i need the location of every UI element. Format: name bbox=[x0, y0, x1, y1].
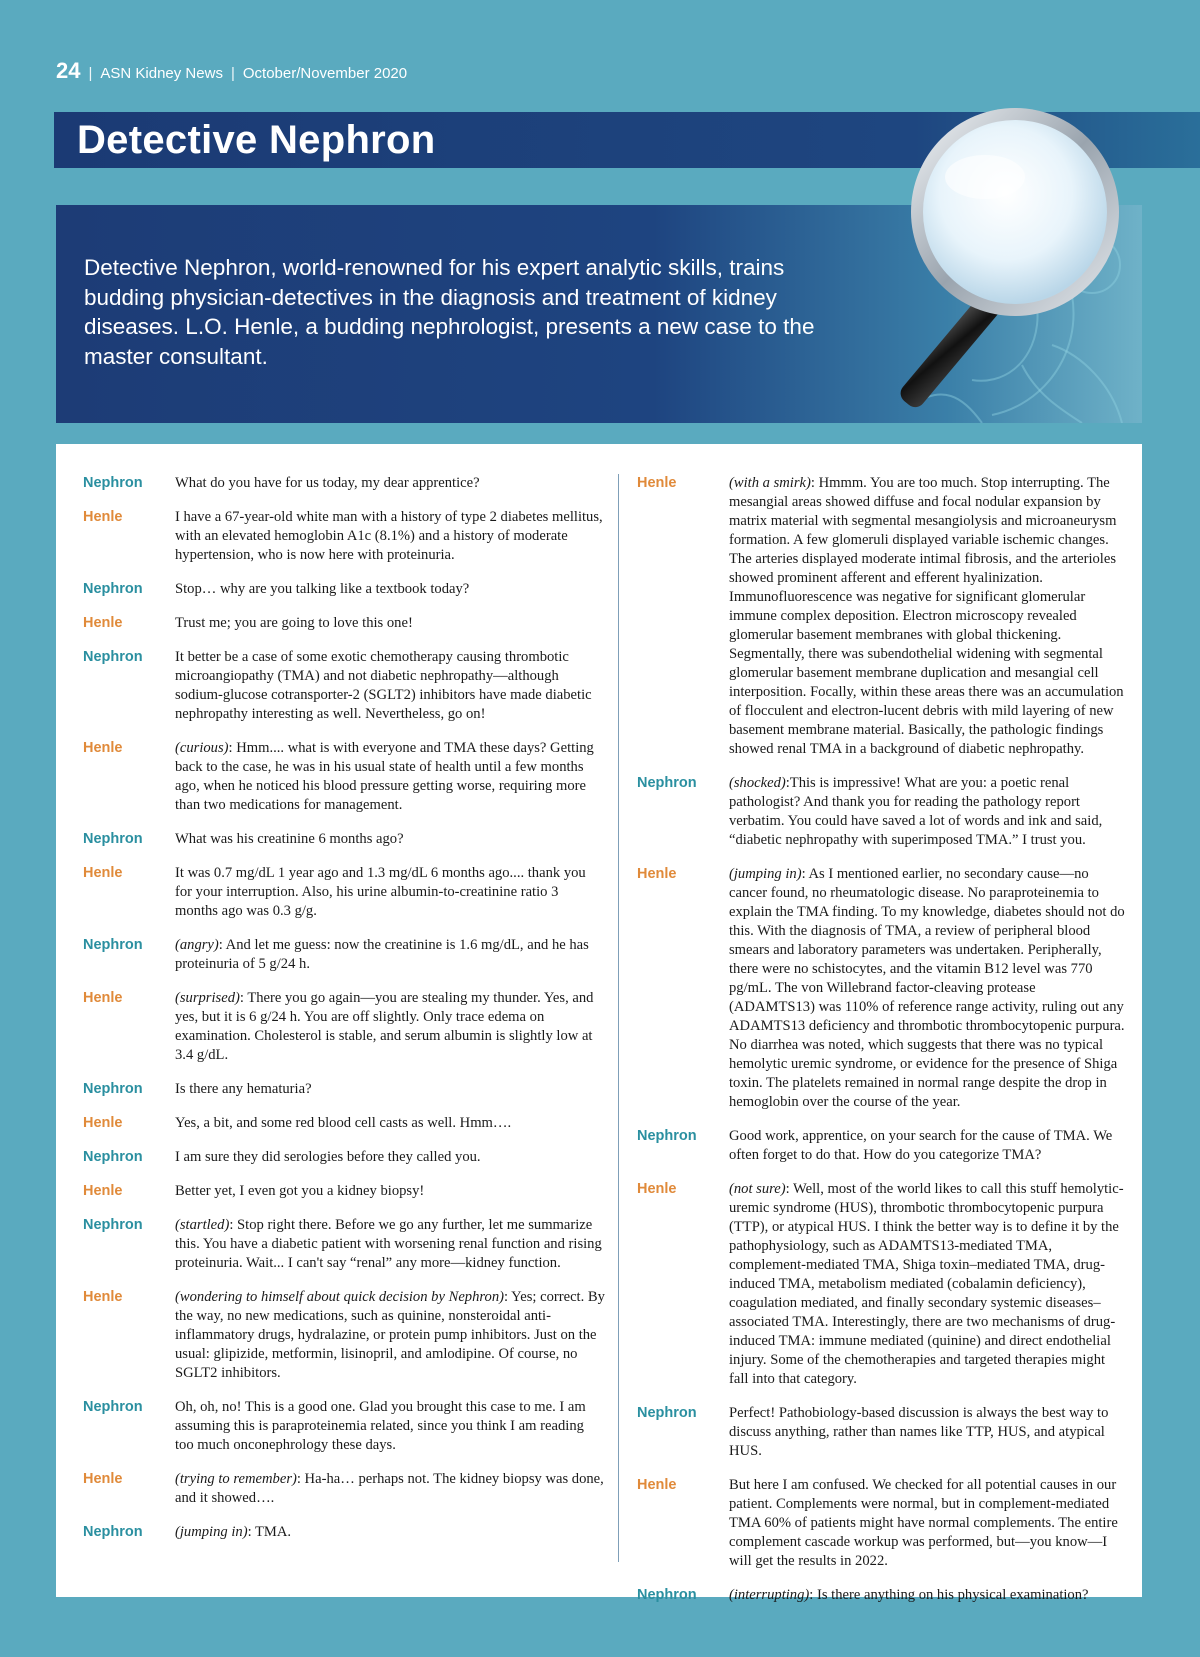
dialogue-text bbox=[175, 830, 605, 849]
dialogue-row bbox=[83, 1523, 605, 1542]
dialogue-body: What do you have for us today, my dear apprentice? bbox=[175, 475, 480, 491]
dialogue-row bbox=[83, 614, 605, 633]
dialogue-row bbox=[83, 739, 605, 815]
speaker-label: Henle bbox=[83, 615, 123, 631]
dialogue-row bbox=[83, 830, 605, 849]
dialogue-row bbox=[83, 474, 605, 493]
dialogue-row bbox=[619, 1586, 1125, 1605]
magnifying-glass-icon bbox=[835, 92, 1195, 452]
dialogue-text bbox=[175, 1523, 605, 1542]
dialogue-text bbox=[175, 614, 605, 633]
dialogue-body: Is there any hematuria? bbox=[175, 1081, 312, 1097]
speaker-label: Henle bbox=[83, 1115, 123, 1131]
stage-direction: (jumping in) bbox=[729, 866, 802, 882]
dialogue-row bbox=[619, 774, 1125, 850]
dialogue-text bbox=[175, 989, 605, 1065]
dialogue-row bbox=[83, 1216, 605, 1273]
dialogue-row bbox=[619, 1127, 1125, 1165]
dialogue-text bbox=[175, 1182, 605, 1201]
page-number: 24 bbox=[56, 58, 81, 83]
dialogue-text bbox=[175, 1148, 605, 1167]
dialogue-body: : Ha-ha… perhaps not. The kidney biopsy was done, and it showed…. bbox=[175, 1471, 604, 1506]
stage-direction: (trying to remember) bbox=[175, 1471, 297, 1487]
page-title: Detective Nephron bbox=[77, 118, 436, 162]
stage-direction: (angry) bbox=[175, 937, 219, 953]
dialogue-body: Good work, apprentice, on your search for the cause of TMA. We often forget to do that. How do you categorize TMA? bbox=[729, 1128, 1113, 1163]
dialogue-row bbox=[83, 1148, 605, 1167]
dialogue-body: I have a 67-year-old white man with a history of type 2 diabetes mellitus, with an elevated hemoglobin A1c (8.1%) and a history of moderate hypertension, who is now here with proteinuria. bbox=[175, 509, 603, 563]
speaker-label: Nephron bbox=[83, 937, 143, 953]
dialogue-text bbox=[729, 1586, 1125, 1605]
dialogue-body: Yes, a bit, and some red blood cell casts as well. Hmm…. bbox=[175, 1115, 512, 1131]
speaker-label: Henle bbox=[637, 1477, 677, 1493]
dialogue-body: Oh, oh, no! This is a good one. Glad you brought this case to me. I am assuming this is paraproteinemia related, since you think I am reading too much onconephrology these days. bbox=[175, 1399, 586, 1453]
speaker-label: Nephron bbox=[637, 775, 697, 791]
dialogue-row bbox=[83, 936, 605, 974]
dialogue-body: It was 0.7 mg/dL 1 year ago and 1.3 mg/dL 6 months ago.... thank you for your interruption. Also, his urine albumin-to-creatinine ratio 3 months ago was 0.3 g/g. bbox=[175, 865, 586, 919]
dialogue-row bbox=[83, 864, 605, 921]
running-header bbox=[56, 58, 407, 84]
dialogue-text bbox=[729, 1180, 1125, 1389]
dialogue-row bbox=[83, 1398, 605, 1455]
stage-direction: (startled) bbox=[175, 1217, 230, 1233]
intro-paragraph: Detective Nephron, world-renowned for his expert analytic skills, trains budding physician-detectives in the diagnosis and treatment of kidney diseases. L.O. Henle, a budding nephrologist, presents a new case to the master consultant. bbox=[84, 255, 815, 369]
speaker-label: Henle bbox=[83, 1183, 123, 1199]
speaker-label: Nephron bbox=[83, 475, 143, 491]
dialogue-body: :This is impressive! What are you: a poetic renal pathologist? And thank you for reading the pathology report verbatim. You could have saved a lot of words and ink and said, “diabetic nephropathy with superimposed TMA.” I trust you. bbox=[729, 775, 1103, 848]
dialogue-text bbox=[175, 936, 605, 974]
dialogue-body: : Hmmm. You are too much. Stop interrupting. The mesangial areas showed diffuse and focal nodular expansion by matrix material with segmental mesangiolysis and microaneurysm formation. A few glomeruli displayed variable ischemic changes. The arteries displayed moderate intimal fibrosis, and the arterioles showed prominent afferent and efferent hyalinization. Immunofluorescence was negative for significant glomerular immune complex deposition. Electron microscopy revealed glomerular basement membranes with global thickening. Segmentally, there was subendothelial widening with segmental glomerular basement membrane duplication and mesangial cell interposition. Focally, within these areas there was an accumulation of flocculent and electron-lucent debris with mild layering of new basement membrane material. Basically, the pathologic findings showed renal TMA in a background of diabetic nephropathy. bbox=[729, 475, 1124, 757]
dialogue-text bbox=[175, 474, 605, 493]
dialogue-text bbox=[175, 1288, 605, 1383]
dialogue-row bbox=[619, 1476, 1125, 1571]
dialogue-body: : Stop right there. Before we go any further, let me summarize this. You have a diabetic patient with worsening renal function and rising proteinuria. Wait... I can't say “renal” any more—kidney function. bbox=[175, 1217, 602, 1271]
article-body bbox=[56, 444, 1142, 1603]
dialogue-text bbox=[175, 1080, 605, 1099]
dialogue-text bbox=[175, 864, 605, 921]
dialogue-text bbox=[729, 774, 1125, 850]
dialogue-text bbox=[729, 865, 1125, 1112]
publication-name: ASN Kidney News bbox=[100, 65, 223, 82]
dialogue-text bbox=[729, 1127, 1125, 1165]
speaker-label: Nephron bbox=[637, 1405, 697, 1421]
dialogue-row bbox=[83, 989, 605, 1065]
dialogue-body: Perfect! Pathobiology-based discussion is always the best way to discuss anything, rather than names like TTP, HUS, and atypical HUS. bbox=[729, 1405, 1109, 1459]
dialogue-body: : TMA. bbox=[247, 1524, 292, 1540]
dialogue-row bbox=[619, 1180, 1125, 1389]
speaker-label: Henle bbox=[637, 475, 677, 491]
dialogue-body: : There you go again—you are stealing my thunder. Yes, and yes, but it is 6 g/24 h. You are off slightly. Only trace edema on examination. Cholesterol is stable, and serum albumin is slightly low at 3.4 g/dL. bbox=[175, 990, 594, 1063]
dialogue-text bbox=[175, 1398, 605, 1455]
dialogue-row bbox=[83, 648, 605, 724]
speaker-label: Nephron bbox=[83, 649, 143, 665]
dialogue-row bbox=[619, 474, 1125, 759]
speaker-label: Nephron bbox=[83, 1524, 143, 1540]
stage-direction: (with a smirk) bbox=[729, 475, 811, 491]
dialogue-body: It better be a case of some exotic chemotherapy causing thrombotic microangiopathy (TMA) and not diabetic nephropathy—although sodium-glucose cotransporter-2 (SGLT2) inhibitors have made diabetic nephropathy interesting as well. Nevertheless, go on! bbox=[175, 649, 592, 722]
stage-direction: (interrupting) bbox=[729, 1587, 810, 1603]
stage-direction: (shocked) bbox=[729, 775, 786, 791]
speaker-label: Nephron bbox=[637, 1587, 697, 1603]
dialogue-row bbox=[619, 865, 1125, 1112]
dialogue-row bbox=[83, 580, 605, 599]
speaker-label: Nephron bbox=[83, 1399, 143, 1415]
dialogue-body: : Hmm.... what is with everyone and TMA these days? Getting back to the case, he was in his usual state of health until a few months ago, when he noticed his blood pressure getting worse, requiring more than two medications for management. bbox=[175, 740, 594, 813]
speaker-label: Nephron bbox=[83, 581, 143, 597]
dialogue-body: I am sure they did serologies before they called you. bbox=[175, 1149, 481, 1165]
dialogue-text bbox=[729, 474, 1125, 759]
dialogue-text bbox=[175, 1114, 605, 1133]
speaker-label: Henle bbox=[637, 866, 677, 882]
dialogue-text bbox=[729, 1404, 1125, 1461]
dialogue-body: : Is there anything on his physical examination? bbox=[809, 1587, 1089, 1603]
dialogue-row bbox=[83, 1288, 605, 1383]
stage-direction: (wondering to himself about quick decision by Nephron) bbox=[175, 1289, 504, 1305]
dialogue-body: : And let me guess: now the creatinine is 1.6 mg/dL, and he has proteinuria of 5 g/24 h. bbox=[175, 937, 589, 972]
dialogue-text bbox=[729, 1476, 1125, 1571]
speaker-label: Henle bbox=[83, 990, 123, 1006]
speaker-label: Henle bbox=[637, 1181, 677, 1197]
dialogue-text bbox=[175, 648, 605, 724]
dialogue-body: : Well, most of the world likes to call this stuff hemolytic-uremic syndrome (HUS), thrombotic thrombocytopenic purpura (TTP), or atypical HUS. I think the better way is to define it by the pathophysiology, such as ADAMTS13-mediated TMA, complement-mediated TMA, Shiga toxin–mediated TMA, drug-induced TMA, metabolism mediated (cobalamin deficiency), coagulation mediated, and finally secondary systemic diseases–associated TMA. Interestingly, there are two mechanisms of drug-induced TMA: immune mediated (quinine) and direct endothelial injury. Some of the chemotherapies and targeted therapies might fall into that category. bbox=[729, 1181, 1124, 1387]
dialogue-body: Trust me; you are going to love this one! bbox=[175, 615, 413, 631]
dialogue-body: What was his creatinine 6 months ago? bbox=[175, 831, 404, 847]
dialogue-row bbox=[83, 1470, 605, 1508]
dialogue-body: Stop… why are you talking like a textbook today? bbox=[175, 581, 470, 597]
dialogue-row bbox=[83, 1080, 605, 1099]
dialogue-text bbox=[175, 1216, 605, 1273]
dialogue-body: : As I mentioned earlier, no secondary cause—no cancer found, no rheumatologic disease. No paraproteinemia to explain the TMA finding. To my knowledge, diabetes should not do this. With the diagnosis of TMA, a review of peripheral blood smears and laboratory parameters was undertaken. Peripherally, there were no schistocytes, and the vitamin B12 level was 770 pg/mL. The von Willebrand factor-cleaving protease (ADAMTS13) was 110% of reference range activity, ruling out any ADAMTS13 deficiency and thrombotic thrombocytopenic purpura. No diarrhea was noted, which suggests that there was no typical hemolytic uremic syndrome, or evidence for the presence of Shiga toxin. The platelets remained in normal range despite the drop in hemoglobin over the course of the year. bbox=[729, 866, 1125, 1110]
dialogue-row bbox=[83, 508, 605, 565]
dialogue-text bbox=[175, 739, 605, 815]
dialogue-body: : Yes; correct. By the way, no new medications, such as quinine, nonsteroidal anti-inflammatory drugs, hydralazine, or protein pump inhibitors. Just on the usual: glipizide, metformin, lisinopril, and amlodipine. Of course, no SGLT2 inhibitors. bbox=[175, 1289, 605, 1381]
speaker-label: Henle bbox=[83, 1471, 123, 1487]
speaker-label: Nephron bbox=[83, 1149, 143, 1165]
speaker-label: Henle bbox=[83, 740, 123, 756]
speaker-label: Nephron bbox=[83, 1081, 143, 1097]
stage-direction: (curious) bbox=[175, 740, 229, 756]
dialogue-body: Better yet, I even got you a kidney biopsy! bbox=[175, 1183, 425, 1199]
speaker-label: Nephron bbox=[83, 1217, 143, 1233]
left-column bbox=[83, 474, 605, 1557]
speaker-label: Nephron bbox=[637, 1128, 697, 1144]
speaker-label: Henle bbox=[83, 1289, 123, 1305]
speaker-label: Nephron bbox=[83, 831, 143, 847]
dialogue-text bbox=[175, 508, 605, 565]
speaker-label: Henle bbox=[83, 865, 123, 881]
stage-direction: (not sure) bbox=[729, 1181, 786, 1197]
dialogue-row bbox=[83, 1182, 605, 1201]
stage-direction: (surprised) bbox=[175, 990, 240, 1006]
dialogue-body: But here I am confused. We checked for all potential causes in our patient. Complements were normal, but in complement-mediated TMA 60% of patients might have normal complements. The entire complement cascade workup was performed, but—you know—I will get the results in 2022. bbox=[729, 1477, 1118, 1569]
dialogue-row bbox=[619, 1404, 1125, 1461]
header-separator: | bbox=[88, 65, 93, 82]
dialogue-text bbox=[175, 1470, 605, 1508]
stage-direction: (jumping in) bbox=[175, 1524, 248, 1540]
header-separator: | bbox=[230, 65, 235, 82]
right-column bbox=[618, 474, 1125, 1603]
dialogue-text bbox=[175, 580, 605, 599]
issue-date: October/November 2020 bbox=[242, 65, 408, 82]
dialogue-row bbox=[83, 1114, 605, 1133]
speaker-label: Henle bbox=[83, 509, 123, 525]
